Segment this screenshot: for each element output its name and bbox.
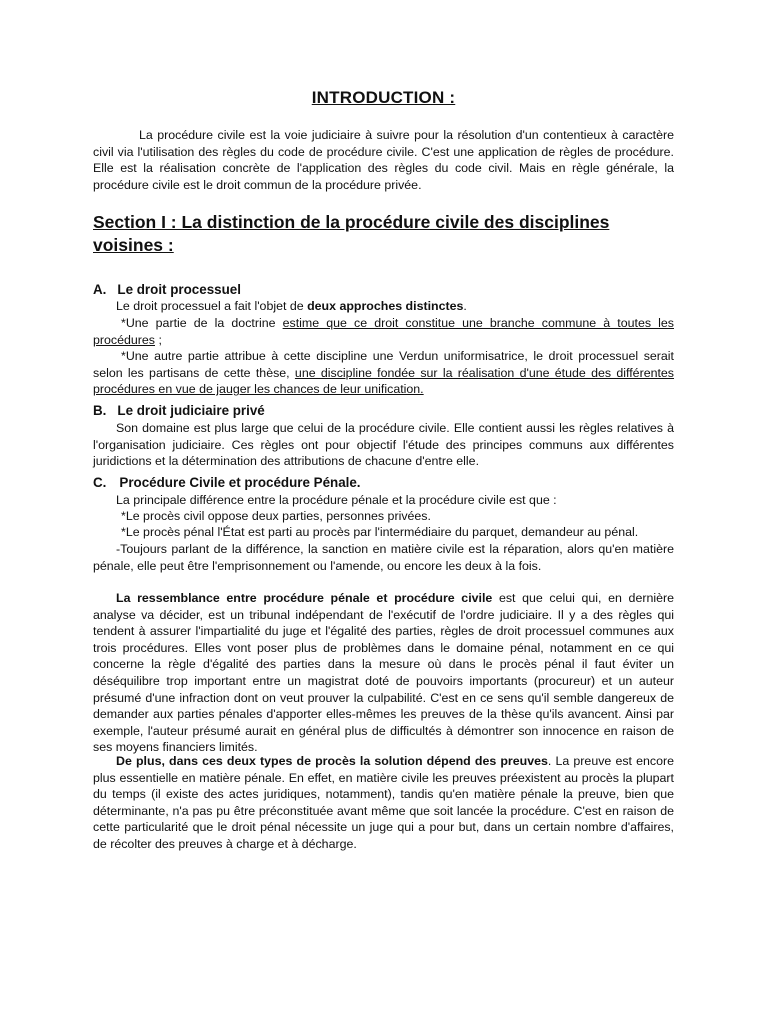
heading-c-letter: C. <box>93 475 107 490</box>
c-p5-text: est que celui qui, en dernière analyse va décider, est un tribunal indépendant de l'exécutif de l'ordre judiciaire. Il y a des règles qui tendent à assurer l'impartialité du juge et l'égalité des parties, règles de droit processuel communes aux trois procédures. Elles vont poser plus de problèmes dans le domaine pénal, notamment en ce qui concerne la règle d'égalité des parties dans la mesure où dans le procès pénal il faut éviter un déséquilibre trop important entre un magistrat doté de pouvoirs importants (procureur) et un auteur présumé d'une infraction dont on veut prouver la culpabilité. C'est en ce sens qu'il semble dangereux de demander aux parties pénales d'apporter elles-mêmes les preuves de la thèse qu'ils avancent. Ainsi par exemple, l'auteur présumé aurait en général plus de difficultés à démontrer son innocence en raison de ses moyens financiers limités. <box>93 591 675 755</box>
a-p1-text: Le droit processuel a fait l'objet de <box>116 299 308 313</box>
a-p3-underlined: une discipline fondée sur la réalisation d'une étude des différentes procédures en vue de jauger les chances de leur unification. <box>93 365 675 397</box>
c-p2-text: *Le procès civil oppose deux parties, personnes privées. <box>121 509 431 523</box>
a-p1-end: . <box>463 299 467 313</box>
a-p2-text: *Une partie de la doctrine <box>121 316 283 330</box>
page-title: INTRODUCTION : <box>311 88 456 107</box>
c-paragraph-6 <box>93 753 674 853</box>
heading-b-letter: B. <box>93 403 107 418</box>
c-p3-text: *Le procès pénal l'État est parti au procès par l'intermédiaire du parquet, demandeur au pénal. <box>121 525 639 539</box>
c-paragraph-2 <box>93 508 674 525</box>
a-p2-underlined: estime que ce droit constitue une branche commune à toutes les procédures <box>93 316 674 347</box>
c-paragraph-3 <box>93 524 674 541</box>
b-paragraph-1 <box>93 420 674 470</box>
b-p1-text: Son domaine est plus large que celui de la procédure civile. Elle contient aussi les règles relatives à l'organisation judiciaire. Ces règles ont pour objectif l'étude des principes communs aux différentes juridictions et la détermination des attributions de chacune d'entre elle. <box>93 421 674 469</box>
heading-a-text: Le droit processuel <box>117 282 241 297</box>
a-p2-end: ; <box>155 332 162 347</box>
c-paragraph-5 <box>93 590 674 756</box>
c-paragraph-1 <box>93 492 674 509</box>
heading-a-letter: A. <box>93 282 107 297</box>
a-paragraph-1 <box>93 298 674 315</box>
section-heading: Section I : La distinction de la procédure civile des disciplines voisines : <box>93 212 610 255</box>
intro-paragraph <box>93 127 674 193</box>
intro-text: La procédure civile est la voie judiciaire à suivre pour la résolution d'un contentieux à caractère civil via l'utilisation des règles du code de procédure civile. C'est une application de règles de procédure. Elle est la réalisation concrète de l'application des règles du code civil. Mais en règle générale, la procédure civile est le droit commun de la procédure privée. <box>93 128 674 192</box>
heading-b-text: Le droit judiciaire privé <box>117 403 265 418</box>
c-p6-bold: De plus, dans ces deux types de procès la solution dépend des preuves <box>116 754 548 768</box>
a-p3-text: *Une autre partie attribue à cette discipline une Verdun uniformisatrice, le droit processuel serait selon les partisans de cette thèse, <box>93 349 674 380</box>
a-paragraph-2 <box>93 315 674 348</box>
heading-c-text: Procédure Civile et procédure Pénale. <box>119 475 361 490</box>
c-paragraph-4 <box>93 541 674 574</box>
c-p1-text: La principale différence entre la procédure pénale et la procédure civile est que : <box>116 493 557 507</box>
heading-a <box>93 281 674 299</box>
heading-c <box>93 474 674 492</box>
a-paragraph-3 <box>93 348 674 398</box>
c-p6-text: . La preuve est encore plus essentielle en matière pénale. En effet, en matière civile les preuves préexistent au procès la plupart du temps (il existe des actes juridiques, notamment), tandis qu'en matière pénale la preuve, bien que déterminante, n'a pas pu être préconstituée avant même que soit lancée la procédure. C'est en raison de cette particularité que le droit pénal nécessite un juge qui a pour but, dans un certain nombre d'affaires, de récolter des preuves à charge et à décharge. <box>93 754 675 851</box>
heading-b <box>93 402 674 420</box>
c-p4-text: -Toujours parlant de la différence, la sanction en matière civile est la réparation, alors qu'en matière pénale, elle peut être l'emprisonnement ou l'amende, ou encore les deux à la fois. <box>93 542 674 573</box>
a-p1-bold: deux approches distinctes <box>307 299 464 313</box>
c-p5-bold: La ressemblance entre procédure pénale et procédure civile <box>116 591 493 605</box>
